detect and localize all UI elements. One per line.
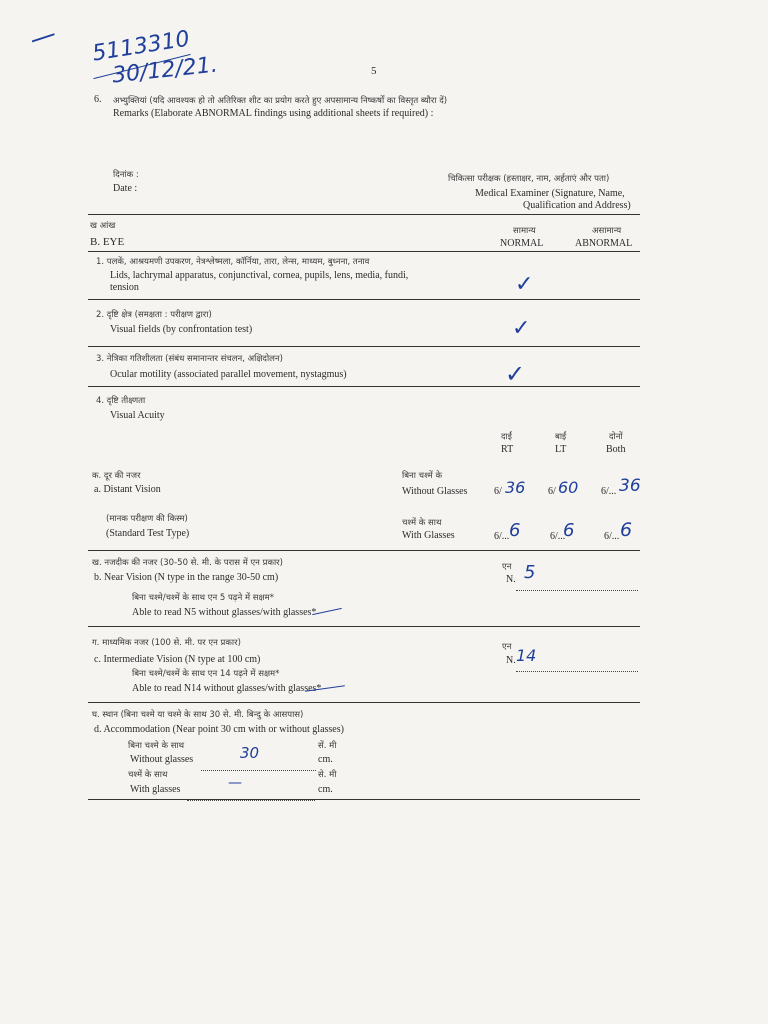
- divider: [88, 299, 640, 300]
- acuity-title: Visual Acuity: [110, 410, 165, 421]
- divider: [88, 251, 640, 252]
- without-glasses-acc: Without glasses: [130, 754, 194, 765]
- distant-label: a. Distant Vision: [94, 484, 161, 495]
- intermediate-sub: Able to read N14 without glasses/with glasses*: [132, 683, 322, 694]
- intermediate-sub-hindi: बिना चश्मे/चश्में के साथ एन 14 पढ़ने में सक्षम*: [132, 669, 280, 679]
- item-1-english: Lids, lachrymal apparatus, conjunctival, cornea, pupils, lens, media, fundi,: [110, 270, 409, 281]
- with-acc-value: —: [228, 775, 242, 791]
- intermediate-hindi: ग. माध्यमिक नजर (100 से. मी. पर एन प्रकार): [92, 638, 241, 648]
- without-hindi-acc: बिना चश्मे के साथ: [128, 741, 185, 751]
- near-title: b. Near Vision (N type in the range 30-50 cm): [94, 572, 279, 583]
- distant-both-value: 36: [619, 476, 641, 496]
- near-value: 5: [524, 562, 536, 583]
- with-hindi-acc: चश्में के साथ: [128, 770, 168, 780]
- remarks-hindi: अभ्युक्तियां (यदि आवश्यक हो तो अतिरिक्त शीट का प्रयोग करते हुए अपसामान्य निष्कर्षों का विस्तृत ब्यौरा दें): [113, 96, 448, 106]
- section-b-title: B. EYE: [90, 236, 125, 248]
- near-n-hindi: एन: [502, 562, 512, 572]
- examiner-line2: Qualification and Address): [523, 200, 631, 211]
- section-b-hindi: ख आंख: [90, 221, 116, 231]
- with-both-value: 6: [620, 519, 633, 541]
- divider: [88, 626, 640, 627]
- without-glasses-label: Without Glasses: [402, 486, 468, 497]
- distant-lt-value: 60: [558, 478, 579, 497]
- with-both-prefix: 6/...: [604, 531, 620, 542]
- with-hindi: चश्में के साथ: [402, 518, 442, 528]
- distant-rt-prefix: 6/: [494, 486, 502, 497]
- unit-hindi-1: सें. मी: [318, 741, 337, 751]
- distant-rt-value: 36: [505, 478, 526, 497]
- examiner-line1: Medical Examiner (Signature, Name,: [475, 188, 625, 199]
- handwritten-dash: —: [26, 18, 60, 56]
- with-glasses-acc: With glasses: [130, 784, 181, 795]
- with-lt-value: 6: [563, 520, 575, 541]
- divider: [88, 386, 640, 387]
- intermediate-title: c. Intermediate Vision (N type at 100 cm): [94, 654, 261, 665]
- abnormal-header: ABNORMAL: [575, 238, 633, 249]
- item-1-check: ✓: [515, 272, 534, 297]
- remarks-number: 6.: [94, 94, 102, 105]
- divider: [88, 346, 640, 347]
- std-hindi: (मानक परीक्षण की किस्म): [106, 514, 188, 524]
- examiner-hindi: चिकित्सा परीक्षक (हस्ताक्षर, नाम, अर्हताएं और पता): [448, 174, 610, 184]
- col-both: Both: [606, 444, 626, 455]
- with-glasses-label: With Glasses: [402, 530, 455, 541]
- accommodation-title: d. Accommodation (Near point 30 cm with or without glasses): [94, 724, 344, 735]
- unit-hindi-2: से. मी: [318, 770, 337, 780]
- near-hindi: ख. नजदीक की नजर (30-50 से. मी. के परास में एन प्रकार): [92, 558, 283, 568]
- accommodation-hindi: घ. स्थान (बिना चश्मे या चश्मे के साथ 30 से. मी. बिन्दु के आसपास): [92, 710, 304, 720]
- acuity-hindi: 4. दृष्टि तीक्ष्णता: [96, 396, 146, 406]
- col-both-hindi: दोनों: [609, 432, 623, 442]
- abnormal-hindi: असामान्य: [592, 226, 622, 236]
- divider: [88, 702, 640, 703]
- std-label: (Standard Test Type): [106, 528, 190, 539]
- divider: [88, 550, 640, 551]
- near-strike: [312, 608, 342, 615]
- handwritten-date: 30/12/21.: [110, 52, 219, 89]
- handwritten-serial: 5113310: [90, 26, 192, 67]
- distant-hindi: क. दूर की नजर: [92, 471, 141, 481]
- item-1-english-2: tension: [110, 282, 139, 293]
- col-lt: LT: [555, 444, 567, 455]
- with-lt-prefix: 6/...: [550, 531, 566, 542]
- date-label: Date :: [113, 183, 138, 194]
- without-unit: cm.: [318, 754, 333, 765]
- distant-lt-prefix: 6/: [548, 486, 556, 497]
- without-acc-value: 30: [240, 744, 260, 762]
- intermediate-value: 14: [516, 646, 537, 665]
- divider: [88, 799, 640, 800]
- item-2-check: ✓: [512, 316, 531, 341]
- distant-both-prefix: 6/...: [601, 486, 617, 497]
- with-rt-value: 6: [509, 520, 521, 541]
- with-unit: cm.: [318, 784, 333, 795]
- intermediate-n-label: N.: [506, 655, 516, 666]
- col-rt-hindi: दाईं: [501, 432, 512, 442]
- normal-header: NORMAL: [500, 238, 544, 249]
- item-3-check: ✓: [505, 360, 526, 388]
- near-sub: Able to read N5 without glasses/with glasses*: [132, 607, 317, 618]
- item-2-english: Visual fields (by confrontation test): [110, 324, 253, 335]
- near-sub-hindi: बिना चश्मे/चश्में के साथ एन 5 पढ़ने में सक्षम*: [132, 593, 274, 603]
- without-hindi: बिना चश्में के: [402, 471, 442, 481]
- normal-hindi: सामान्य: [513, 226, 536, 236]
- item-1-hindi: 1. पलकें, आश्रयमणी उपकरण, नेत्रश्लेष्मला, कॉर्निया, तारा, लेन्स, माध्यम, बुध्नना, तनाव: [96, 257, 370, 267]
- item-3-english: Ocular motility (associated parallel movement, nystagmus): [110, 369, 347, 380]
- intermediate-n-hindi: एन: [502, 642, 512, 652]
- item-3-hindi: 3. नेत्रिका गतिशीलता (संबंध समानान्तर संचलन, अक्षिदोलन): [96, 354, 283, 364]
- near-n-label: N.: [506, 574, 516, 585]
- page-number: 5: [371, 65, 377, 77]
- col-lt-hindi: बाईं: [555, 432, 567, 442]
- item-2-hindi: 2. दृष्टि क्षेत्र (समक्षता : परीक्षण द्वारा): [96, 310, 212, 320]
- divider: [88, 214, 640, 215]
- date-hindi: दिनांक :: [113, 170, 139, 180]
- with-rt-prefix: 6/...: [494, 531, 510, 542]
- remarks-english: Remarks (Elaborate ABNORMAL findings using additional sheets if required) :: [113, 108, 434, 119]
- col-rt: RT: [501, 444, 514, 455]
